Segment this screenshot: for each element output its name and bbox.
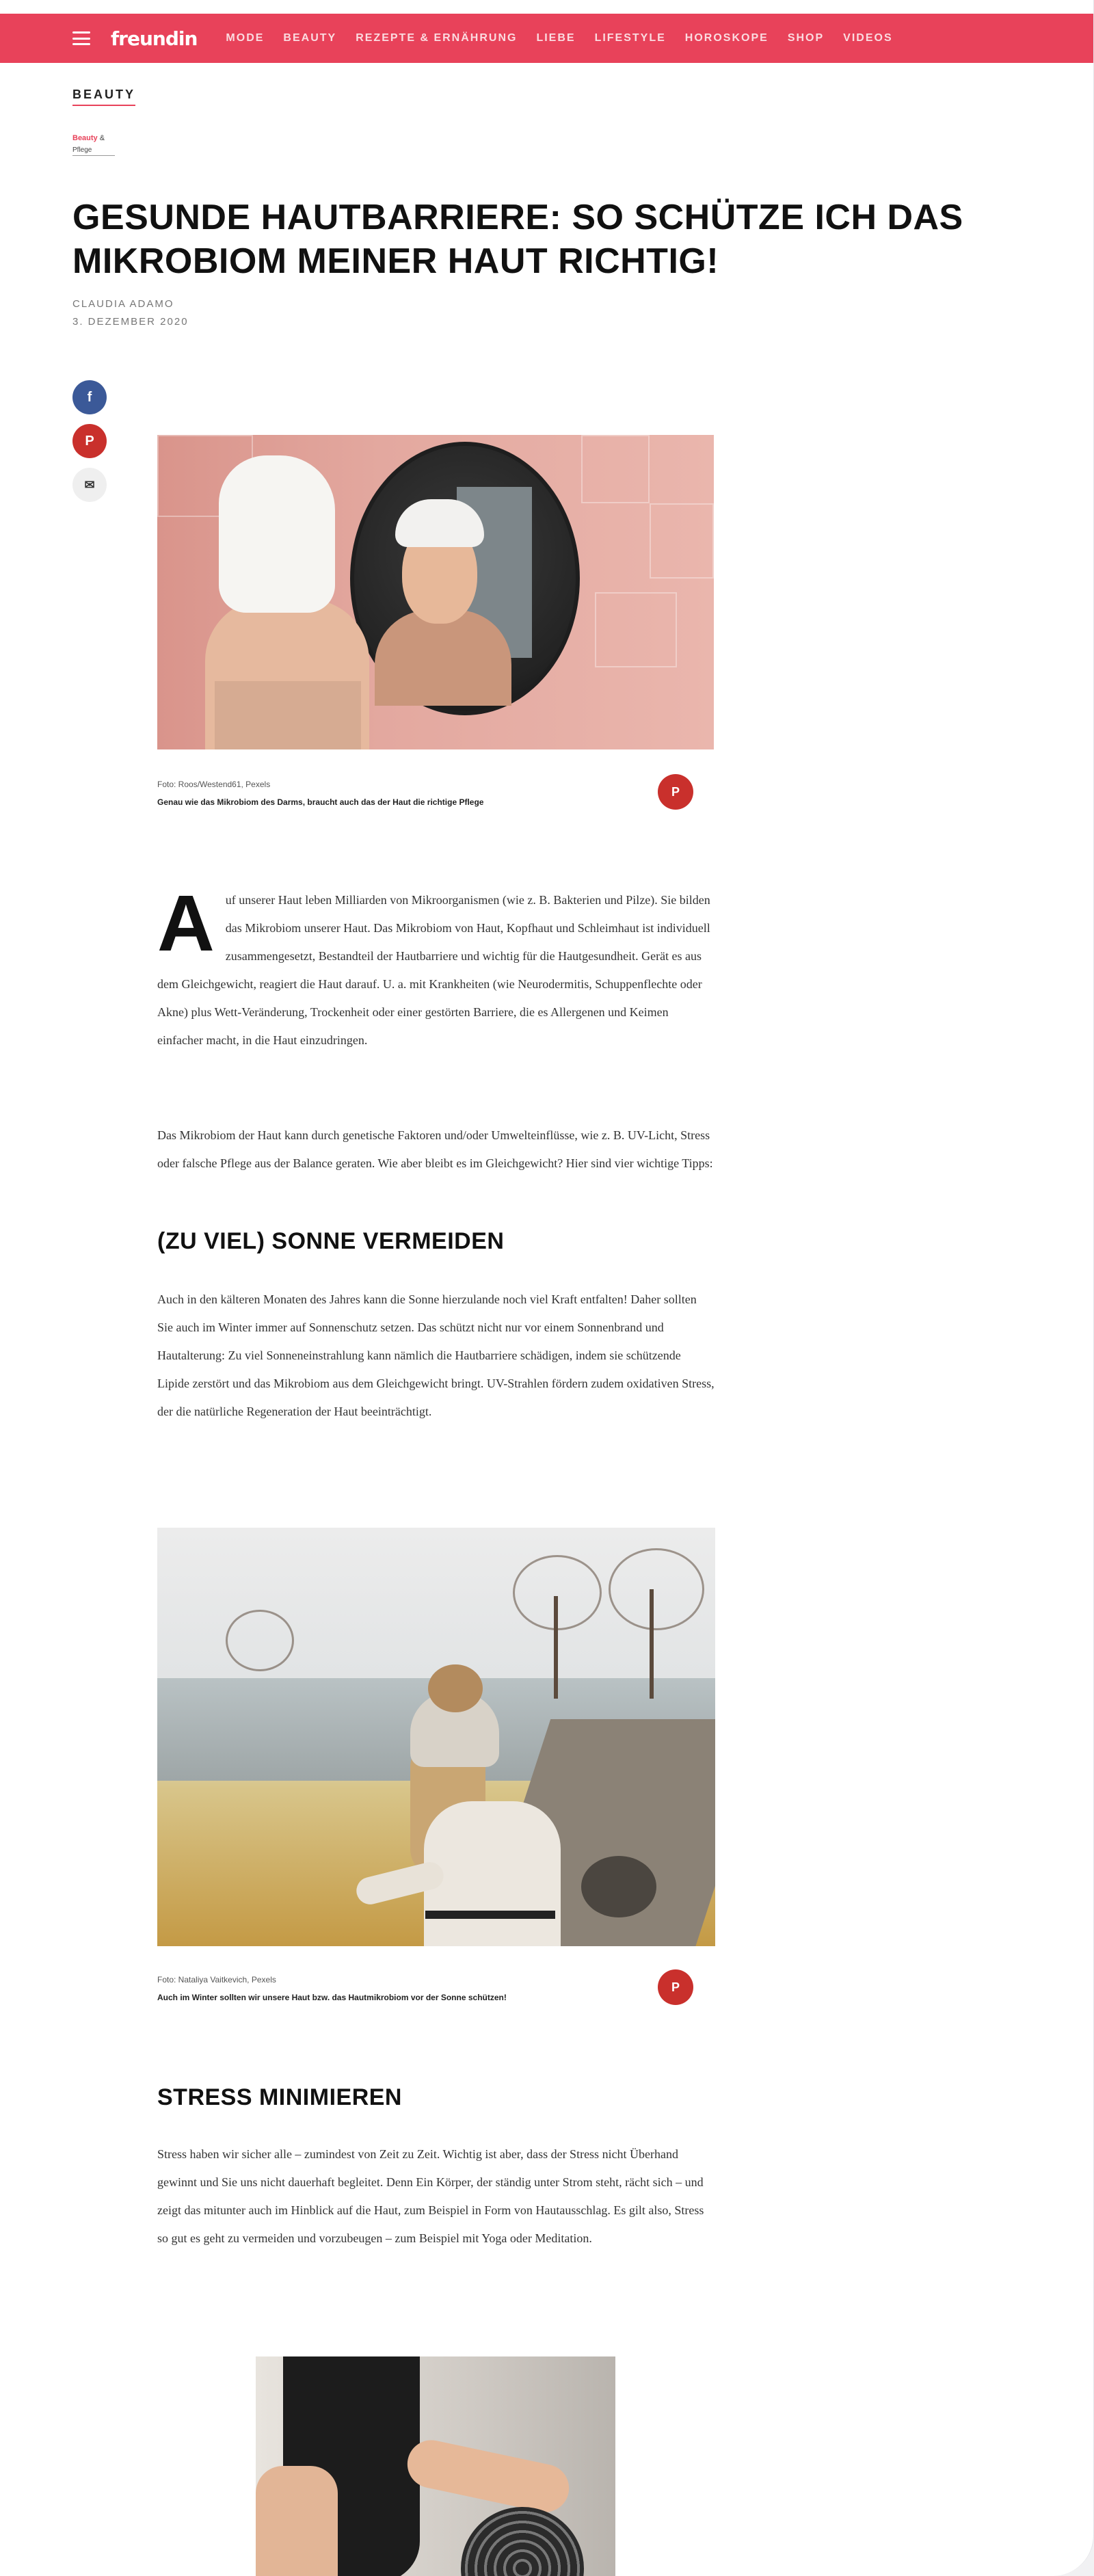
rock-shape (581, 1856, 656, 1917)
yoga-foot (256, 2466, 338, 2576)
nav-link-horoskope[interactable]: HOROSKOPE (684, 32, 769, 44)
nav-link-shop[interactable]: SHOP (787, 32, 825, 44)
wall-tile (595, 592, 677, 667)
nav-link-liebe[interactable]: LIEBE (536, 32, 576, 44)
woman-back-shape (205, 496, 369, 749)
tag-list (72, 134, 115, 156)
heading-stress: STRESS MINIMIEREN (157, 2084, 402, 2110)
winter-image (157, 1528, 715, 1946)
figure1-caption (157, 780, 714, 808)
site-logo[interactable]: freundin (111, 27, 198, 50)
drop-cap: A (157, 879, 215, 968)
article-title: GESUNDE HAUTBARRIERE: SO SCHÜTZE ICH DAS MIKROBIOM MEINER HAUT RICHTIG! (72, 198, 963, 281)
yoga-mat-roll (461, 2507, 584, 2576)
figure1-caption-text: Genau wie das Mikrobiom des Darms, braucht auch das der Haut die richtige Pflege (157, 797, 484, 807)
share-bar (72, 380, 107, 502)
girl-belt (425, 1911, 555, 1919)
figure2-caption-text: Auch im Winter sollten wir unsere Haut bzw. das Hautmikrobiom vor der Sonne schützen! (157, 1993, 507, 2002)
nav-links (226, 32, 892, 44)
nav-link-lifestyle[interactable]: LIFESTYLE (594, 32, 666, 44)
figure1-credit: Foto: Roos/Westend61, Pexels (157, 780, 271, 789)
facebook-share-icon[interactable]: f (72, 380, 107, 414)
tree-crown (609, 1548, 704, 1630)
top-navigation (0, 14, 1094, 63)
publish-date: 3. DEZEMBER 2020 (72, 316, 189, 328)
girl-shape (383, 1664, 574, 1946)
mirror-shape (350, 442, 580, 715)
reflection-shoulder (375, 610, 511, 706)
tree-crown (226, 1610, 294, 1671)
category-label[interactable]: BEAUTY (72, 88, 135, 106)
tag-separator: & (99, 134, 105, 142)
paragraph-2: Das Mikrobiom der Haut kann durch genetische Faktoren und/oder Umwelteinflüsse, wie z. B. UV-Licht, Stress oder falsche Pflege aus der Balance geraten. Wie aber bleibt es im Gleichgewicht? Hier sind vier wichtige Tipps: (157, 1128, 713, 1170)
yoga-arm (403, 2436, 573, 2517)
paragraph-1 (157, 879, 715, 1054)
hero-image-mirror (157, 435, 714, 749)
menu-icon[interactable] (72, 31, 90, 45)
tag-pflege[interactable]: Pflege (72, 146, 115, 156)
wall-tile (581, 435, 650, 503)
paragraph-4: Stress haben wir sicher alle – zumindest von Zeit zu Zeit. Wichtig ist aber, dass der Stress nicht Überhand gewinnt und Sie uns nicht dauerhaft begleitet. Denn Ein Körper, der ständig unter Strom steht, rächt sich – und zeigt das mitunter auch im Hinblick auf die Haut, zum Beispiel in Form von Hautausschlag. Es gilt also, Stress so gut es geht zu vermeiden und vorzubeugen – zum Beispiel mit Yoga oder Meditation. (157, 2147, 704, 2245)
woman-top (215, 681, 361, 749)
woman-towel (219, 455, 335, 613)
nav-link-beauty[interactable]: BEAUTY (283, 32, 337, 44)
yoga-image (256, 2356, 615, 2576)
wall-tile (650, 503, 714, 579)
figure2-pin-icon[interactable]: P (658, 1969, 693, 2005)
author-name[interactable]: CLAUDIA ADAMO (72, 298, 174, 310)
pinterest-share-icon[interactable]: P (72, 424, 107, 458)
tag-beauty[interactable]: Beauty (72, 134, 98, 142)
paragraph-3: Auch in den kälteren Monaten des Jahres kann die Sonne hierzulande noch viel Kraft entfalten! Daher sollten Sie auch im Winter immer auf Sonnenschutz setzen. Das schützt nicht nur vor einem Sonnenbrand und Hautalterung: Zu viel Sonneneinstrahlung kann nämlich die Hautbarriere schädigen, indem sie schützende Lipide zerstört und das Mikrobiom aus dem Gleichgewicht bringt. UV-Strahlen fördern zudem oxidativen Stress, der die natürliche Regeneration der Haut beeinträchtigt. (157, 1292, 715, 1418)
figure1-pin-icon[interactable]: P (658, 774, 693, 810)
nav-link-rezepte[interactable]: REZEPTE & ERNÄHRUNG (356, 32, 518, 44)
nav-link-videos[interactable]: VIDEOS (843, 32, 893, 44)
girl-sweater (424, 1801, 561, 1946)
tree-crown (513, 1555, 602, 1630)
heading-sonne: (ZU VIEL) SONNE VERMEIDEN (157, 1228, 505, 1254)
article-meta (72, 295, 189, 331)
nav-link-mode[interactable]: MODE (226, 32, 265, 44)
paragraph-1-text: uf unserer Haut leben Milliarden von Mikroorganismen (wie z. B. Bakterien und Pilze). Sie bilden das Mikrobiom unserer Haut. Das Mikrobiom von Haut, Kopfhaut und Schleimhaut ist individuell zusammengesetzt, Bestandteil der Hautbarriere und wichtig für die Hautgesundheit. Gerät es aus dem Gleichgewicht, reagiert die Haut darauf. U. a. mit Krankheiten (wie Neurodermitis, Schuppenflechte oder Akne) plus Wett-Veränderung, Trockenheit oder einer gestörten Barriere, die es Allergenen und Keimen einfacher macht, in die Haut einzudringen. (157, 893, 710, 1047)
figure2-credit: Foto: Nataliya Vaitkevich, Pexels (157, 1975, 276, 1984)
figure2-caption (157, 1975, 714, 2004)
mail-share-icon[interactable]: ✉ (72, 468, 107, 502)
girl-pompom (428, 1664, 483, 1712)
